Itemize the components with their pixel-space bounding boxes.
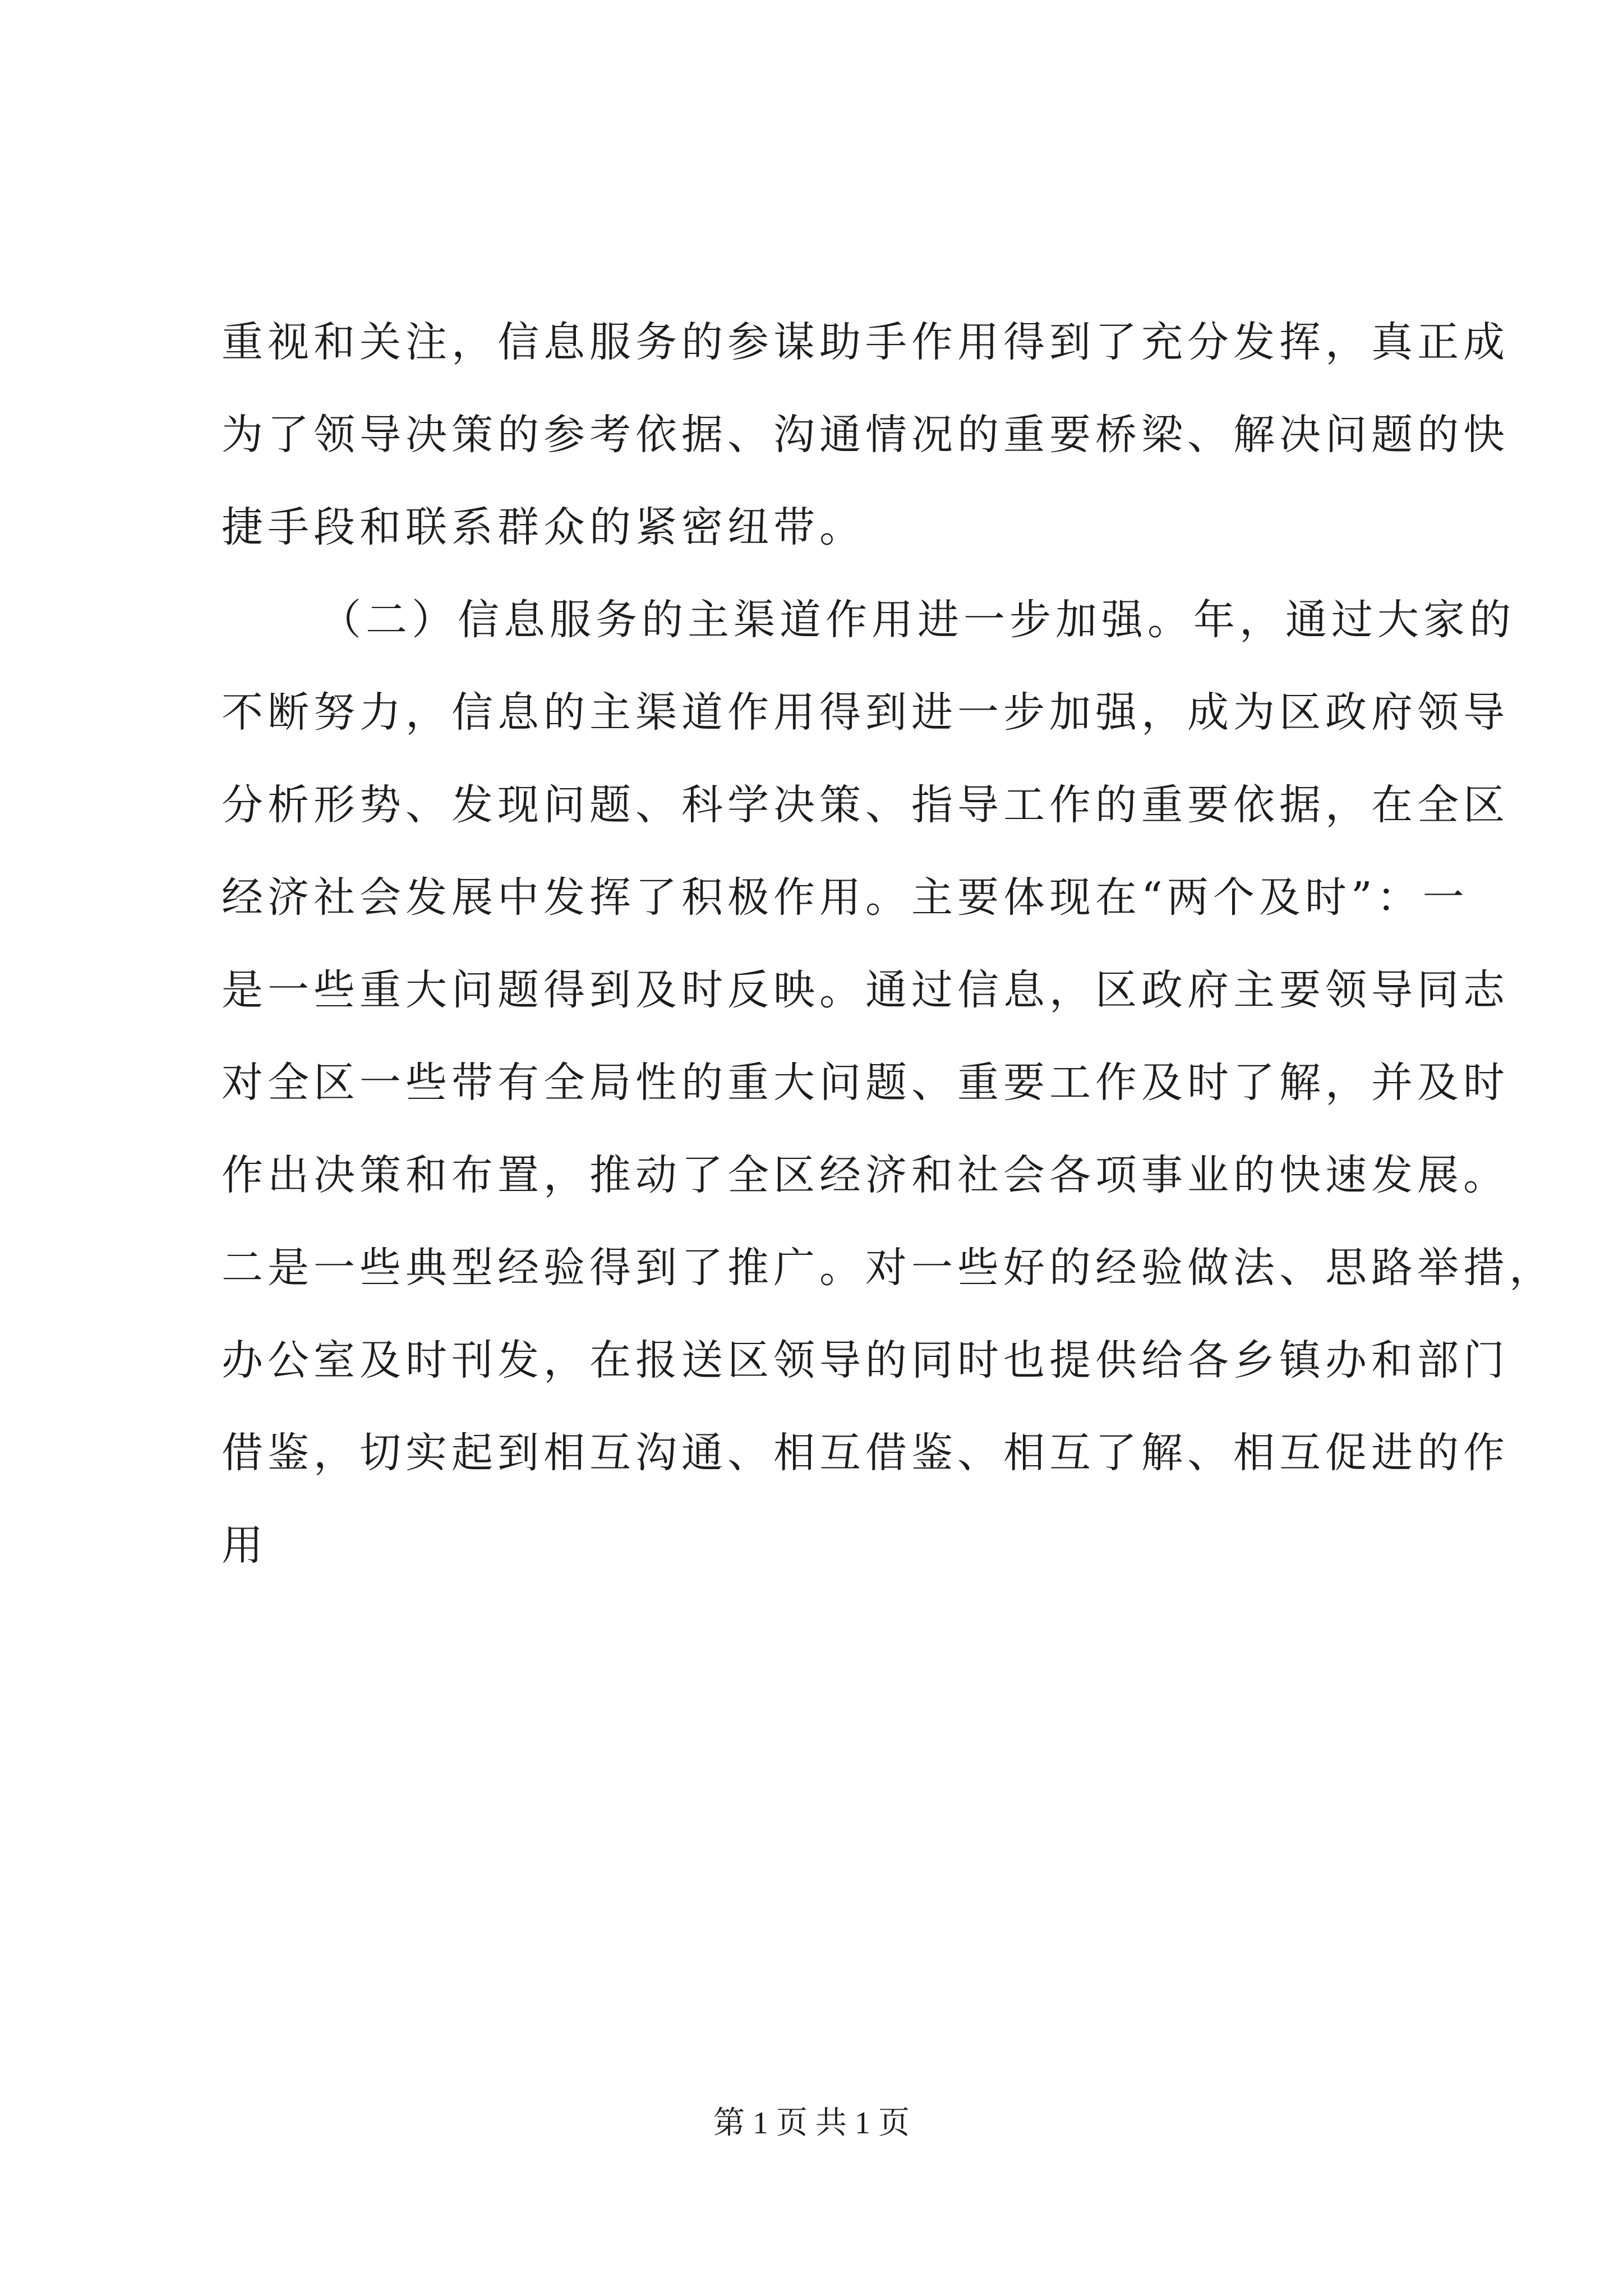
paragraph-1 [222,296,1509,574]
text-line: （二）信息服务的主渠道作用进一步加强。年，通过大家的 [320,596,1515,644]
text-line: 捷手段和联系群众的紧密纽带。 [222,503,865,551]
document-body [222,296,1555,1592]
text-line: 作出决策和布置，推动了全区经济和社会各项事业的快速发展。 [222,1151,1509,1199]
text-line: 办公室及时刊发，在报送区领导的同时也提供给各乡镇办和部门 [222,1336,1509,1384]
page-footer [0,2101,1623,2146]
text-line: 对全区一些带有全局性的重大问题、重要工作及时了解，并及时 [222,1059,1509,1107]
page-number: 第 1 页 共 1 页 [713,2106,910,2141]
text-line: 重视和关注，信息服务的参谋助手作用得到了充分发挥，真正成 [222,318,1509,366]
text-line: 分析形势、发现问题、科学决策、指导工作的重要依据，在全区 [222,781,1509,829]
text-line: 是一些重大问题得到及时反映。通过信息，区政府主要领导同志 [222,966,1509,1014]
text-line: 经济社会发展中发挥了积极作用。主要体现在“两个及时”：一 [222,873,1469,922]
text-line: 不断努力，信息的主渠道作用得到进一步加强，成为区政府领导 [222,688,1509,737]
text-line: 用 [222,1521,268,1570]
text-line: 二是一些典型经验得到了推广。对一些好的经验做法、思路举措， [222,1244,1555,1292]
text-line: 借鉴，切实起到相互沟通、相互借鉴、相互了解、相互促进的作 [222,1429,1509,1477]
paragraph-2 [222,574,1555,1592]
text-line: 为了领导决策的参考依据、沟通情况的重要桥梁、解决问题的快 [222,411,1509,459]
